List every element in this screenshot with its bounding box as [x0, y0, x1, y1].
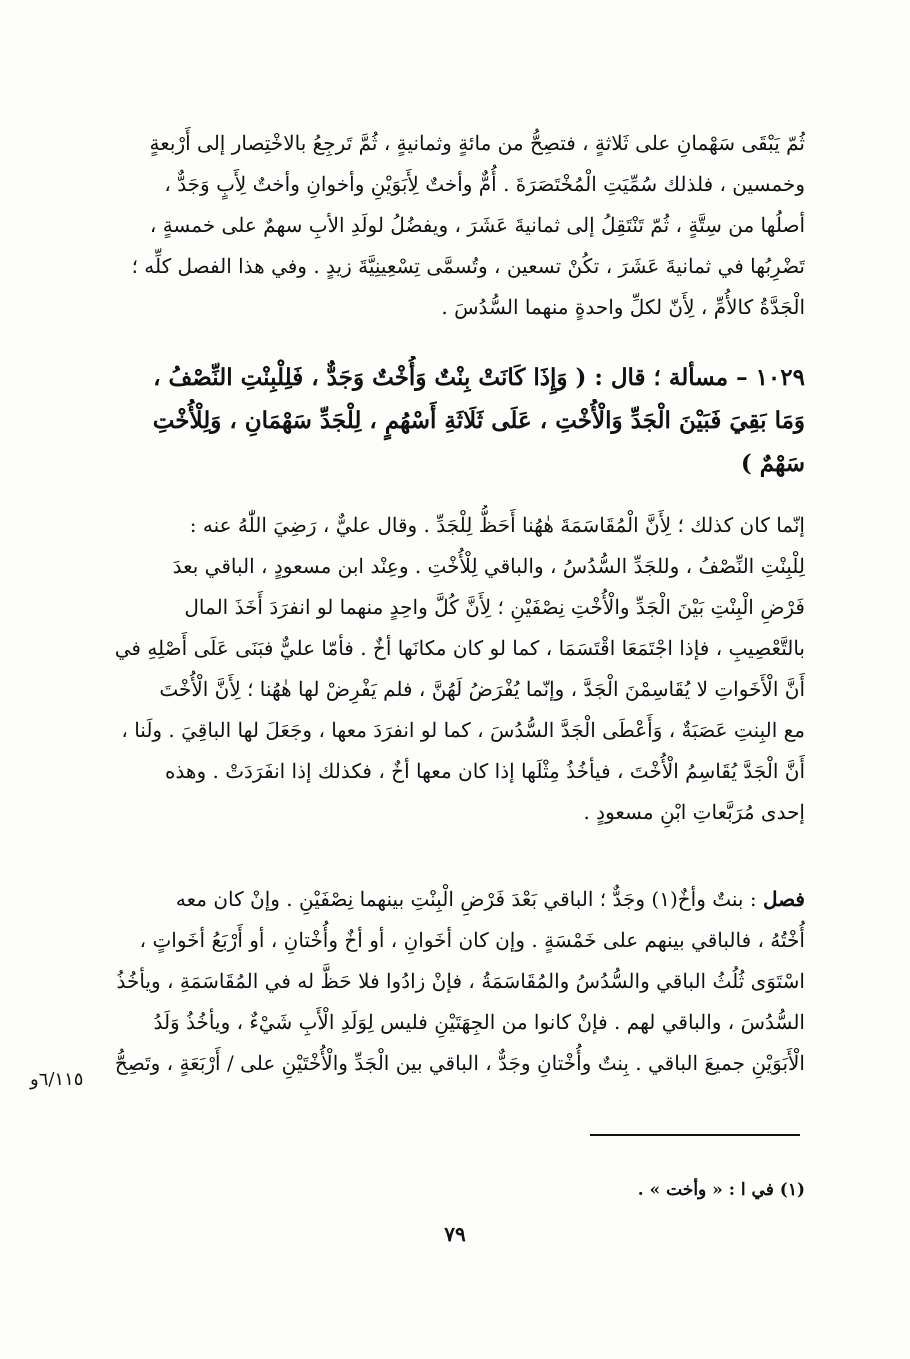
- text-line: تَضْرِبُها في ثمانيةَ عَشَرَ ، تكُنْ تسعين ، وتُسمَّى تِسْعِينِيَّةَ زيدٍ . وفي هذا الفصل كلِّه ؛: [131, 254, 805, 278]
- text-line: فَرْضِ الْبِنْتِ بَيْنَ الْجَدِّ والْأُخْتِ نِصْفَيْنِ ؛ لِأَنَّ كُلَّ واحِدٍ منهما لو انفرَدَ أَخَذَ المال: [184, 595, 805, 619]
- text-line: أَنَّ الْأَخَواتِ لا يُقَاسِمْنَ الْجَدَّ ، وإنّما يُفْرَضُ لَهُنَّ ، فلم يَفْرِضْ لها هٰهُنا ؛ لِأَنَّ الْأُخْتَ: [159, 677, 805, 701]
- text-line: [105, 879, 805, 920]
- text-line: وَمَا بَقِيَ فَبَيْنَ الْجَدِّ وَالْأُخْتِ ، عَلَى ثَلَاثَةِ أَسْهُمٍ ، لِلْجَدِّ سَهْمَانِ ، وَلِلْأُخْتِ: [152, 407, 805, 434]
- paragraph-3: [105, 505, 805, 833]
- text-line: الْجَدَّةُ كالأُمِّ ، لِأَنّ لكلِّ واحدةٍ منهما السُّدُسَ .: [441, 295, 805, 319]
- text-line: بالتَّعْصِيبِ ، فإذا اجْتَمَعَا اقْتَسَمَا ، كما لو كان مكانَها أخٌ . فأمّا عليٌّ فبَنَى عَلَى أَصْلِهِ في: [114, 636, 805, 660]
- text-line-content: : بنتٌ وأخٌ(١) وجَدٌّ ؛ الباقي بَعْدَ فَرْضِ الْبِنْتِ بينهما نِصْفَيْنِ . وإنْ كان معه: [175, 887, 763, 911]
- text-line: أَنَّ الْجَدَّ يُقَاسِمُ الْأُخْتَ ، فيأخُذُ مِثْلَها إذا كان معها أخٌ ، فكذلك إذا انفَرَدَتْ . وهذه: [164, 759, 805, 783]
- footnote-divider: [590, 1134, 800, 1136]
- text-line: اسْتَوَى ثُلُثُ الباقي والسُّدُسُ والمُقَاسَمَةُ ، فإنْ زادُوا فلا حَظَّ له في المُقَاسَمَةِ ، ويأخُذُ: [116, 969, 805, 993]
- text-line: إحدى مُرَبَّعاتِ ابْنِ مسعودٍ .: [583, 800, 805, 824]
- paragraph-2-masalah: [105, 356, 805, 485]
- text-line: وخمسين ، فلذلك سُمِّيَتِ الْمُخْتَصَرَةَ . أُمٌّ وأختٌ لِأَبَوَيْنِ وأخوانِ وأختٌ لِأَبٍ وَجَدٌّ ،: [164, 172, 805, 196]
- footnote: (١) في ا : « وأخت » .: [637, 1180, 805, 1200]
- text-line: السُّدُسَ ، والباقي لهم . فإنْ كانوا من الجِهَتَيْنِ فليس لِوَلَدِ الْأَبِ شَيْءٌ ، ويأخُذُ وَلَدُ: [153, 1010, 805, 1034]
- text-line: ١٠٢٩ – مسألة ؛ قال : ( وَإِذَا كَانَتْ بِنْتٌ وَأُخْتٌ وَجَدٌّ ، فَلِلْبِنْتِ النِّصْفُ ،: [153, 364, 805, 391]
- text-line: مع البِنتِ عَصَبَةٌ ، وَأَعْطَى الْجَدَّ السُّدُسَ ، كما لو انفرَدَ معها ، وجَعَلَ لها الباقِيَ . ولَنا ،: [121, 718, 805, 742]
- paragraph-4-fasl: [105, 879, 805, 1084]
- text-line: ثُمّ يَبْقَى سَهْمانِ على ثَلاثةٍ ، فتصِحُّ من مائةٍ وثمانيةٍ ، ثُمَّ تَرجِعُ بالاخْتِصار إلى أَرْبعةٍ: [149, 131, 805, 155]
- text-line: أصلُها من سِتَّةٍ ، ثُمّ تَنْتَقِلُ إلى ثمانيةَ عَشَرَ ، ويفضُلُ لولَدِ الأبِ سهمٌ على خمسةٍ ،: [149, 213, 805, 237]
- manuscript-folio-note: ٦/١١٥و: [30, 1069, 84, 1090]
- text-line: إنّما كان كذلك ؛ لِأَنَّ الْمُقَاسَمَةَ هٰهُنا أَحَظُّ لِلْجَدِّ . وقال عليٌّ ، رَضِيَ اللّٰهُ عنه :: [189, 513, 805, 537]
- text-line: أُخْتُهُ ، فالباقي بينهم على خَمْسَةٍ . وإن كان أخَوانِ ، أو أخٌ وأُخْتانِ ، أو أَرْبَعُ أخَواتٍ ،: [139, 928, 805, 952]
- text-line: الْأَبَوَيْنِ جميعَ الباقي . بِنتٌ وأُخْتانِ وجَدٌّ ، الباقي بين الْجَدِّ والْأُخْتَيْنِ على / أَرْبَعَةٍ ، وتَصِحُّ: [114, 1051, 805, 1075]
- text-line: سَهْمٌ ): [740, 450, 805, 477]
- text-line: لِلْبِنْتِ النِّصْفُ ، وللجَدِّ السُّدُسُ ، والباقي لِلْأُخْتِ . وعِنْد ابن مسعودٍ ، الباقي بعدَ: [172, 554, 805, 578]
- section-heading: فصل: [762, 887, 805, 911]
- page-number: ٧٩: [444, 1222, 466, 1246]
- paragraph-1: [105, 123, 805, 328]
